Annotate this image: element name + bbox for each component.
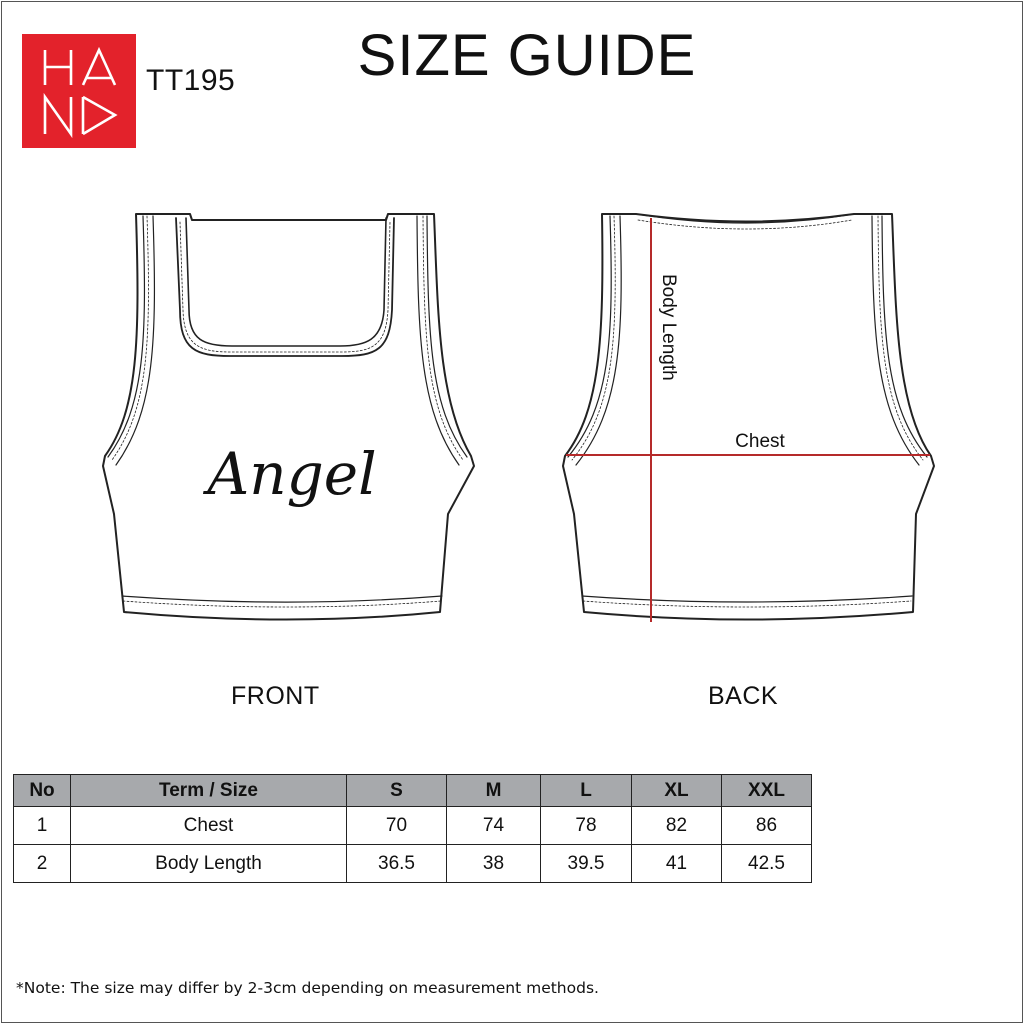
brand-logo <box>22 34 136 148</box>
back-garment-drawing <box>562 210 937 630</box>
header-term: Term / Size <box>71 775 347 807</box>
back-view-label: BACK <box>708 682 779 710</box>
table-cell: 36.5 <box>347 845 447 883</box>
table-cell: 86 <box>722 807 812 845</box>
table-cell: Body Length <box>71 845 347 883</box>
table-cell: 70 <box>347 807 447 845</box>
table-header-row <box>14 775 812 807</box>
page-title: SIZE GUIDE <box>357 23 697 88</box>
header-s: S <box>347 775 447 807</box>
measurement-note: *Note: The size may differ by 2-3cm depending on measurement methods. <box>16 979 599 997</box>
table-cell: 41 <box>632 845 722 883</box>
front-view-label: FRONT <box>231 682 320 710</box>
angel-print-text: Angel <box>207 440 377 508</box>
front-garment-drawing <box>102 210 477 630</box>
size-guide-page <box>1 1 1023 1023</box>
table-row <box>14 845 812 883</box>
table-cell: 82 <box>632 807 722 845</box>
table-row <box>14 807 812 845</box>
product-code: TT195 <box>146 64 236 97</box>
table-cell: 78 <box>541 807 632 845</box>
table-cell: 2 <box>14 845 71 883</box>
header-m: M <box>447 775 541 807</box>
hana-logo-mark <box>22 34 136 148</box>
header-l: L <box>541 775 632 807</box>
table-cell: Chest <box>71 807 347 845</box>
table-cell: 74 <box>447 807 541 845</box>
header-xxl: XXL <box>722 775 812 807</box>
header-no: No <box>14 775 71 807</box>
chest-label: Chest <box>735 431 785 452</box>
table-cell: 39.5 <box>541 845 632 883</box>
size-table <box>13 774 812 883</box>
table-cell: 1 <box>14 807 71 845</box>
table-cell: 42.5 <box>722 845 812 883</box>
body-length-label: Body Length <box>658 274 679 381</box>
header-xl: XL <box>632 775 722 807</box>
table-cell: 38 <box>447 845 541 883</box>
